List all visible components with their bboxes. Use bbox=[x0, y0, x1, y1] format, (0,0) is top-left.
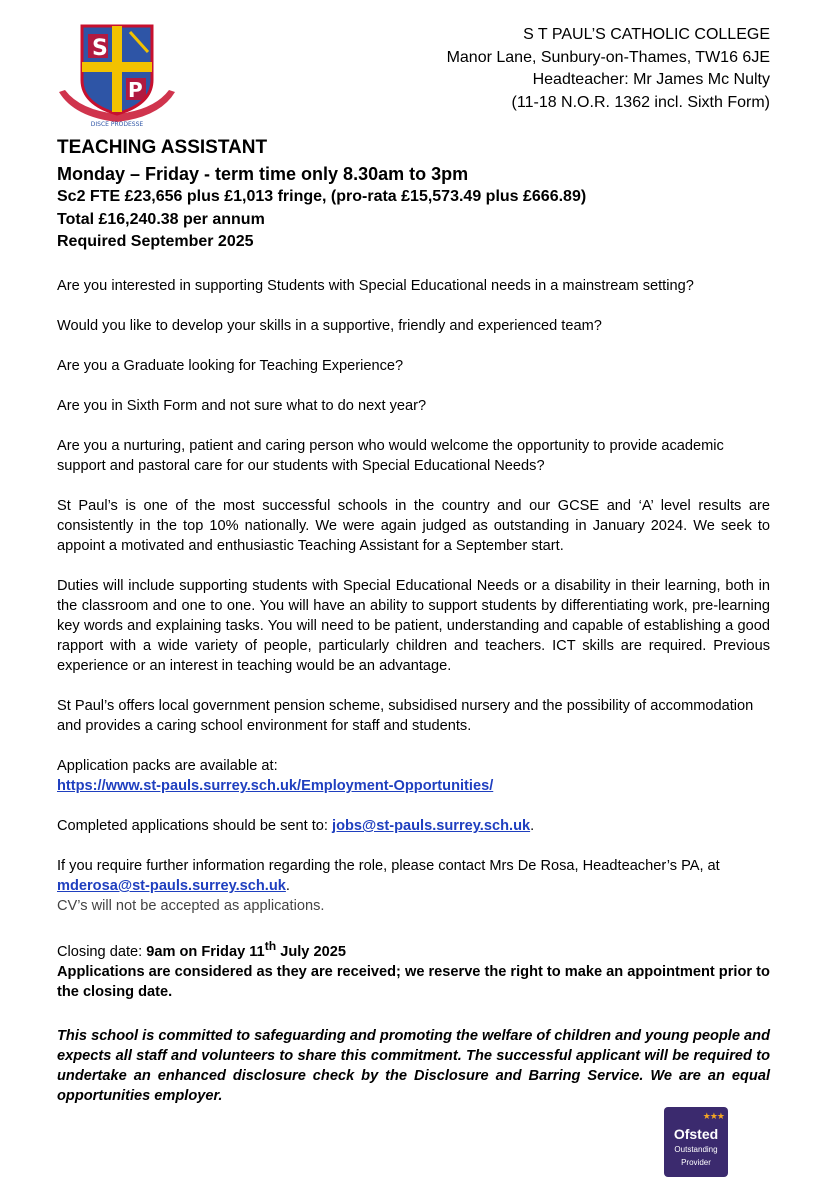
crest-letter-s: S bbox=[92, 36, 108, 61]
crest-letter-p: P bbox=[128, 78, 143, 102]
job-start: Required September 2025 bbox=[57, 233, 254, 250]
about-school: St Paul’s is one of the most successful schools in the country and our GCSE and ‘A’ level results are consistently in the top 10% nationally. We were again judged as outstanding in January 2024. We seek to appoint a motivated and enthusiastic Teaching Assistant for a September start. bbox=[57, 498, 770, 554]
question-2: Would you like to develop your skills in a supportive, friendly and experienced team? bbox=[57, 318, 602, 334]
closing-label: Closing date: bbox=[57, 943, 147, 960]
job-salary: Sc2 FTE £23,656 plus £1,013 fringe, (pro-rata £15,573.49 plus £666.89) bbox=[57, 188, 587, 205]
crest-motto: DISCE PRODESSE bbox=[90, 121, 144, 128]
question-1: Are you interested in supporting Students with Special Educational needs in a mainstream setting? bbox=[57, 278, 694, 294]
benefits: St Paul’s offers local government pension scheme, subsidised nursery and the possibility of accommodation and provides a caring school environment for staff and students. bbox=[57, 698, 754, 734]
number-on-roll: (11-18 N.O.R. 1362 incl. Sixth Form) bbox=[511, 93, 770, 111]
job-total: Total £16,240.38 per annum bbox=[57, 210, 265, 228]
ofsted-line-2: Provider bbox=[681, 1158, 711, 1167]
star-icon: ★★★ bbox=[702, 1111, 724, 1121]
safeguarding-statement: This school is committed to safeguarding and promoting the welfare of children and young people and expects all staff and volunteers to share this commitment. The successful applicant will be required to undertake an enhanced disclosure check by the Disclosure and Barring Service. We are an equal opportunities employer. bbox=[57, 1028, 770, 1104]
school-name: S T PAUL’S CATHOLIC COLLEGE bbox=[523, 26, 770, 43]
closing-note: Applications are considered as they are received; we reserve the right to make an appointment prior to the closing date. bbox=[57, 963, 770, 1000]
ofsted-brand: Ofsted bbox=[673, 1126, 719, 1142]
job-description bbox=[57, 276, 770, 1022]
question-4: Are you in Sixth Form and not sure what to do next year? bbox=[57, 398, 427, 414]
packs-label: Application packs are available at: bbox=[57, 758, 278, 774]
jobs-email-link[interactable]: jobs@st-pauls.surrey.sch.uk bbox=[332, 818, 531, 834]
send-applications: Completed applications should be sent to: jobs@st-pauls.surrey.sch.uk. bbox=[57, 818, 535, 834]
job-title: TEACHING ASSISTANT bbox=[57, 137, 268, 158]
school-info bbox=[447, 24, 770, 114]
cv-note: CV’s will not be accepted as applications. bbox=[57, 898, 325, 914]
contact-text: If you require further information regarding the role, please contact Mrs De Rosa, Headteacher’s PA, at bbox=[57, 858, 720, 874]
job-headings bbox=[57, 136, 586, 254]
ofsted-line-1: Outstanding bbox=[674, 1145, 718, 1154]
duties: Duties will include supporting students with Special Educational Needs or a disability in their learning, both in the classroom and one to one. You will have an ability to support students by differentiating work, pre-learning key words and explaining tasks. You will need to be patient, understanding and capable of establishing a good rapport with a wide variety of people, particularly children and teachers. ICT skills are required. Previous experience or an interest in teaching would be an advantage. bbox=[57, 578, 770, 674]
send-label: Completed applications should be sent to: bbox=[57, 818, 333, 834]
headteacher: Headteacher: Mr James Mc Nulty bbox=[532, 71, 770, 88]
packs-link[interactable]: https://www.st-pauls.surrey.sch.uk/Employment-Opportunities/ bbox=[57, 778, 494, 794]
school-address: Manor Lane, Sunbury-on-Thames, TW16 6JE bbox=[446, 48, 770, 66]
closing-value: 9am on Friday 11th July 2025 bbox=[146, 939, 346, 960]
question-3: Are you a Graduate looking for Teaching Experience? bbox=[57, 358, 404, 374]
application-packs bbox=[57, 756, 770, 796]
closing-date bbox=[57, 936, 770, 962]
question-5: Are you a nurturing, patient and caring person who would welcome the opportunity to provide academic support and pastoral care for our students with Special Educational Needs? bbox=[57, 438, 724, 474]
job-hours: Monday – Friday - term time only 8.30am to 3pm bbox=[57, 164, 469, 184]
school-crest bbox=[54, 22, 180, 130]
ofsted-badge bbox=[664, 1107, 728, 1177]
contact-info: If you require further information regarding the role, please contact Mrs De Rosa, Headteacher’s PA, at mderosa@st-pauls.surrey.sch.uk. bbox=[57, 858, 720, 894]
contact-email-link[interactable]: mderosa@st-pauls.surrey.sch.uk bbox=[57, 878, 286, 894]
